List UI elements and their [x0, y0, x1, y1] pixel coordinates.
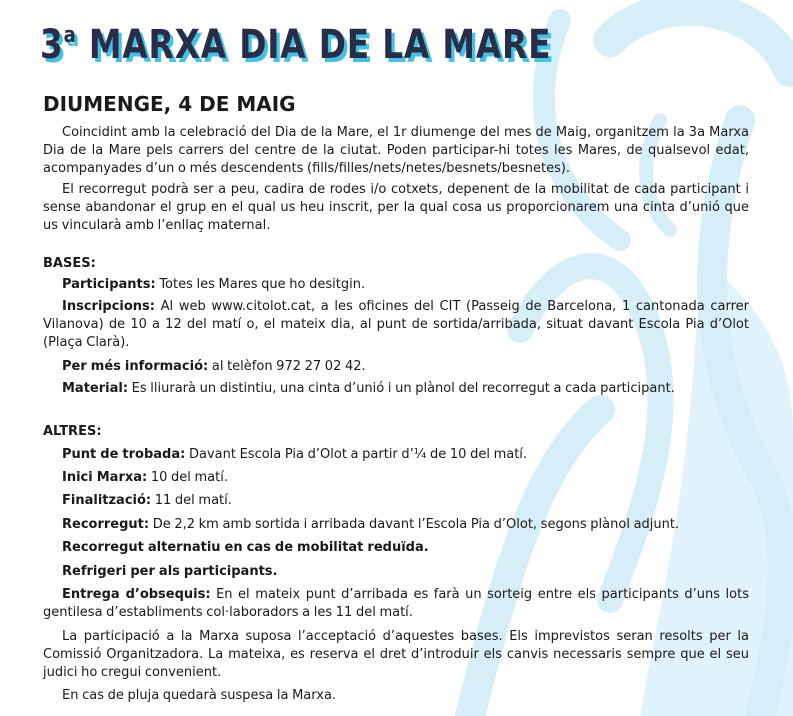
item-text: Totes les Mares que ho desitgin. [155, 277, 366, 292]
item-text: Al web www.citolot.cat, a les oficines del CIT (Passeig de Barcelona, 1 cantonada carrer Vilanova) de 10 a 12 del matí o, el mateix dia, al punt de sortida/arribada, situat davant Escola Pia d’Olot (Plaça Clarà). [43, 299, 749, 350]
item-label: Per més informació: [62, 359, 209, 374]
altres-item-obsequis [43, 586, 749, 622]
item-label: Entrega d’obsequis: [62, 587, 211, 602]
item-label: Participants: [62, 277, 156, 292]
item-text: 10 del matí. [147, 470, 228, 485]
item-text: Davant Escola Pia d’Olot a partir d’¼ de 10 del matí. [185, 447, 528, 462]
item-text: En el mateix punt d’arribada es farà un sorteig entre els participants d’uns lots gentilesa d’establiments col·laboradors a les 11 del matí. [43, 587, 749, 620]
bases-item-inscripcions [43, 298, 749, 352]
bases-heading: BASES: [43, 256, 96, 271]
altres-item-finalitzacio [43, 492, 749, 510]
title-superscript: a [63, 23, 77, 48]
altres-item-refrigeri [43, 563, 749, 581]
item-label: Material: [62, 381, 129, 396]
item-text: 11 del matí. [151, 493, 232, 508]
title-text: MARXA DIA DE LA MARE [76, 22, 552, 68]
item-label: Refrigeri per als participants. [62, 564, 278, 579]
intro-paragraph-1: Coincidint amb la celebració del Dia de la Mare, el 1r diumenge del mes de Maig, organitzem la 3a Marxa Dia de la Mare pels carrers del centre de la ciutat. Poden participar-hi totes les Mares, de qualsevol edat, acompanyades d’un o més descendents (fills/filles/nets/netes/besnets/besnetes). [43, 125, 749, 176]
page-title [40, 10, 551, 71]
closing-paragraph-1: La participació a la Marxa suposa l’acceptació d’aquestes bases. Els imprevistos seran resolts per la Comissió Organitzadora. La mateixa, es reserva el dret d’introduir els canvis necessaris sempre que el seu judici ho cregui convenient. [43, 629, 749, 680]
event-date: DIUMENGE, 4 DE MAIG [43, 92, 296, 116]
intro-paragraph-2: El recorregut podrà ser a peu, cadira de rodes i/o cotxets, depenent de la mobilitat de cada participant i sense abandonar el grup en el qual us heu inscrit, per la qual cosa us proporcionarem una cinta d’unió que us vincularà amb l’enllaç maternal. [43, 182, 749, 233]
item-label: Recorregut alternatiu en cas de mobilitat reduïda. [62, 540, 429, 555]
altres-item-inici [43, 469, 749, 487]
bases-item-participants [43, 276, 749, 294]
item-label: Finalització: [62, 493, 152, 508]
bases-item-informacio [43, 358, 749, 376]
closing-paragraph-2: En cas de pluja quedarà suspesa la Marxa. [62, 688, 337, 703]
bases-item-material [43, 380, 749, 398]
item-label: Inici Marxa: [62, 470, 148, 485]
item-label: Punt de trobada: [62, 447, 186, 462]
altres-item-alternatiu [43, 539, 749, 557]
item-label: Recorregut: [62, 517, 150, 532]
item-text: De 2,2 km amb sortida i arribada davant l’Escola Pia d’Olot, segons plànol adjunt. [149, 517, 680, 532]
item-text: al telèfon 972 27 02 42. [208, 359, 366, 374]
altres-item-punt-trobada [43, 446, 749, 464]
item-label: Inscripcions: [62, 299, 155, 314]
altres-item-recorregut [43, 516, 749, 534]
title-number: 3 [40, 22, 64, 68]
altres-heading: ALTRES: [43, 424, 102, 439]
item-text: Es lliurarà un distintiu, una cinta d’unió i un plànol del recorregut a cada participant. [128, 381, 675, 396]
